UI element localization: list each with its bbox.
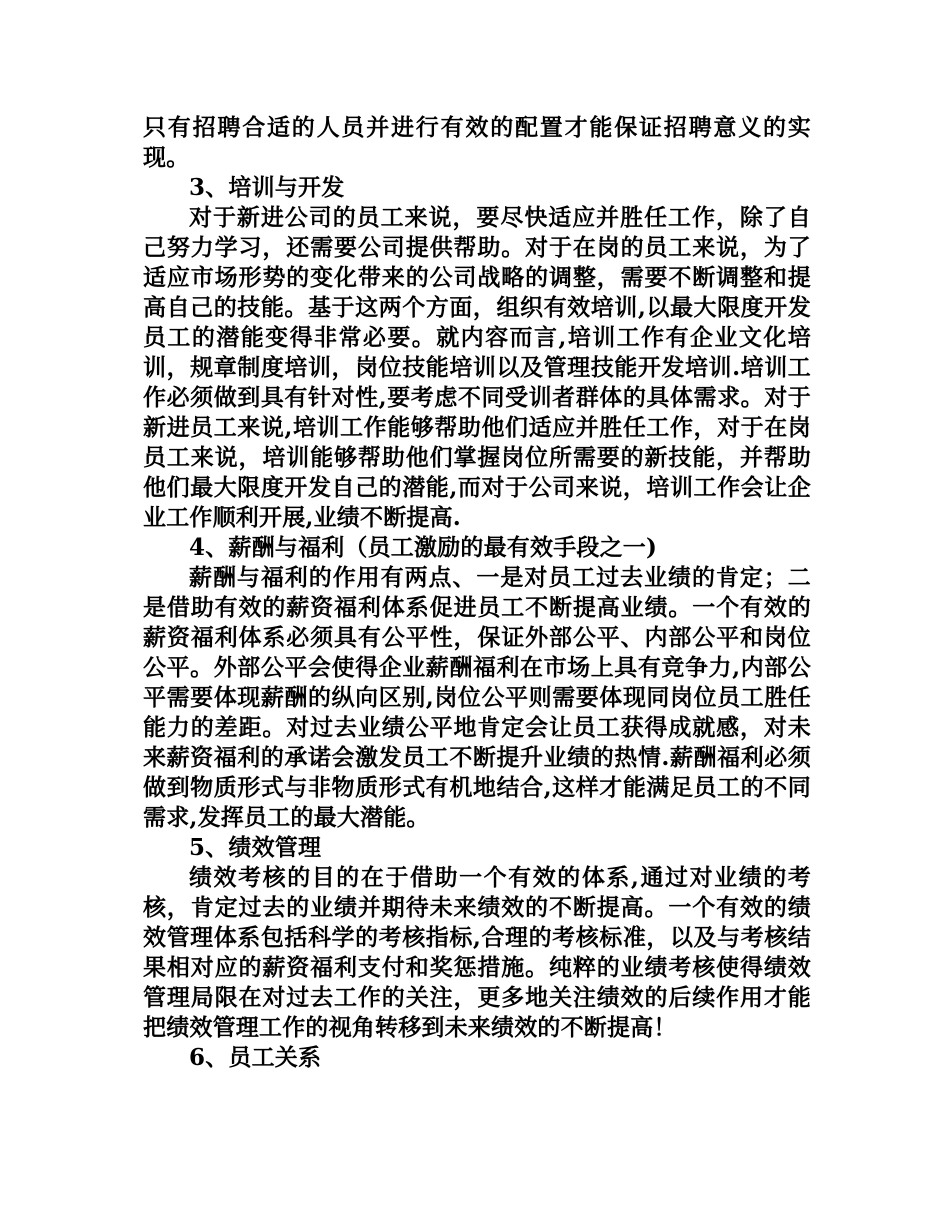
paragraph-recruitment-conclusion: 只有招聘合适的人员并进行有效的配置才能保证招聘意义的实现。 — [143, 114, 811, 171]
paragraph-performance: 绩效考核的目的在于借助一个有效的体系,通过对业绩的考核，肯定过去的业绩并期待未来绩效的不断提高。一个有效的绩效管理体系包括科学的考核指标,合理的考核标准，以及与考核结果相对应的薪资福利支付和奖惩措施。纯粹的业绩考核使得绩效管理局限在对过去工作的关注，更多地关注绩效的后续作用才能把绩效管理工作的视角转移到未来绩效的不断提高！ — [143, 864, 811, 1041]
paragraph-compensation: 薪酬与福利的作用有两点、一是对员工过去业绩的肯定；二是借助有效的薪资福利体系促进员工不断提高业绩。一个有效的薪资福利体系必须具有公平性，保证外部公平、内部公平和岗位公平。外部公平会使得企业薪酬福利在市场上具有竞争力,内部公平需要体现薪酬的纵向区别,岗位公平则需要体现同岗位员工胜任能力的差距。对过去业绩公平地肯定会让员工获得成就感，对未来薪资福利的承诺会激发员工不断提升业绩的热情.薪酬福利必须做到物质形式与非物质形式有机地结合,这样才能满足员工的不同需求,发挥员工的最大潜能。 — [143, 564, 811, 831]
heading-training: 3、培训与开发 — [189, 174, 345, 201]
heading-performance: 5、绩效管理 — [189, 834, 322, 861]
document-body — [143, 113, 811, 1073]
paragraph-training: 对于新进公司的员工来说，要尽快适应并胜任工作，除了自己努力学习，还需要公司提供帮助。对于在岗的员工来说，为了适应市场形势的变化带来的公司战略的调整，需要不断调整和提高自己的技能。基于这两个方面，组织有效培训,以最大限度开发员工的潜能变得非常必要。就内容而言,培训工作有企业文化培训，规章制度培训，岗位技能培训以及管理技能开发培训.培训工作必须做到具有针对性,要考虑不同受训者群体的具体需求。对于新进员工来说,培训工作能够帮助他们适应并胜任工作，对于在岗员工来说，培训能够帮助他们掌握岗位所需要的新技能，并帮助他们最大限度开发自己的潜能,而对于公司来说，培训工作会让企业工作顺利开展,业绩不断提高. — [143, 204, 811, 531]
heading-employee-relations: 6、员工关系 — [189, 1044, 322, 1071]
heading-compensation: 4、薪酬与福利（员工激励的最有效手段之一) — [189, 534, 658, 561]
